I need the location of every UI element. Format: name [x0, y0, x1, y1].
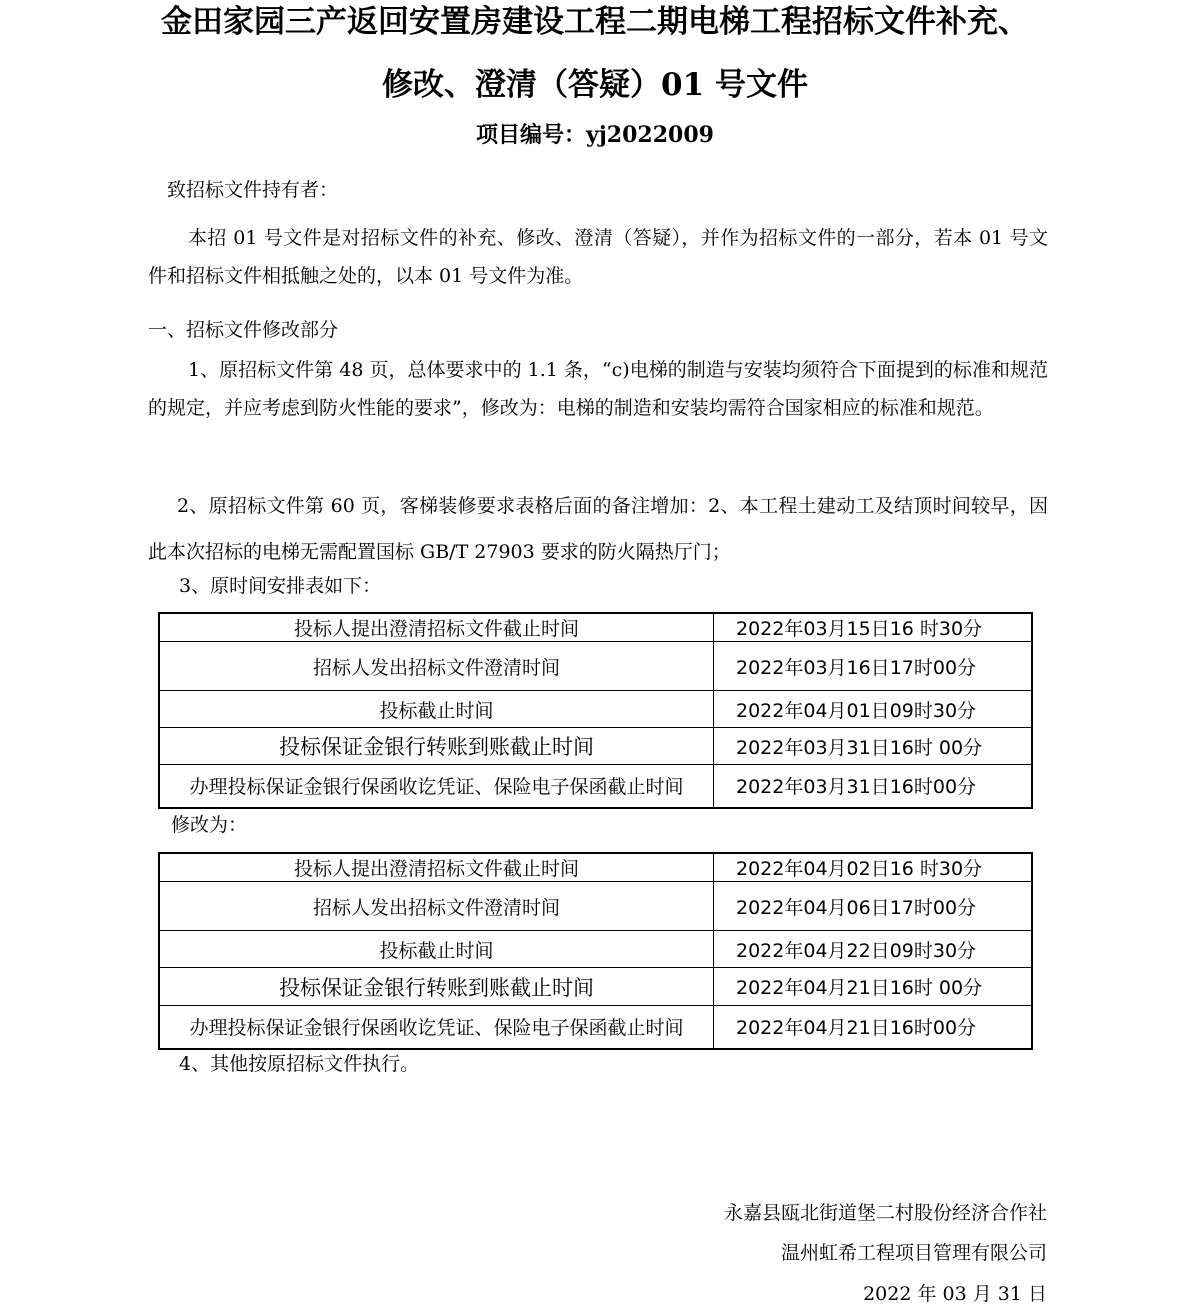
table-row [159, 765, 1032, 808]
project-number: 项目编号：yj2022009 [476, 122, 714, 148]
event-cell: 招标人发出招标文件澄清时间 [159, 882, 714, 931]
event-cell: 投标截止时间 [159, 691, 714, 728]
item-1-paragraph: 1、原招标文件第 48 页，总体要求中的 1.1 条，“c)电梯的制造与安装均须符合下面提到的标准和规范的规定，并应考虑到防火性能的要求”，修改为：电梯的制造和安装均需符合国家相应的标准和规范。 [148, 359, 1048, 419]
event-cell: 办理投标保证金银行保函收讫凭证、保险电子保函截止时间 [159, 765, 714, 808]
modified-schedule-table [158, 852, 1033, 1050]
time-cell: 2022年03月15日16 时30分 [714, 613, 1033, 642]
table-row [159, 1006, 1032, 1049]
time-cell: 2022年04月02日16 时30分 [714, 853, 1033, 882]
event-cell: 招标人发出招标文件澄清时间 [159, 642, 714, 691]
table-row [159, 642, 1032, 691]
signature-date: 2022 年 03 月 31 日 [863, 1283, 1047, 1305]
item-2-paragraph: 2、原招标文件第 60 页，客梯装修要求表格后面的备注增加：2、本工程土建动工及结顶时间较早，因此本次招标的电梯无需配置国标 GB/T 27903 要求的防火隔热厅门； [148, 495, 1048, 563]
document-title-line-2: 修改、澄清（答疑）01 号文件 [382, 67, 808, 103]
time-cell: 2022年04月06日17时00分 [714, 882, 1033, 931]
table-row [159, 968, 1032, 1006]
time-cell: 2022年03月31日16时 00分 [714, 728, 1033, 765]
table-row [159, 691, 1032, 728]
time-cell: 2022年03月16日17时00分 [714, 642, 1033, 691]
time-cell: 2022年04月22日09时30分 [714, 931, 1033, 968]
intro-paragraph: 本招 01 号文件是对招标文件的补充、修改、澄清（答疑），并作为招标文件的一部分，若本 01 号文件和招标文件相抵触之处的，以本 01 号文件为准。 [148, 227, 1048, 287]
modified-label: 修改为： [171, 814, 248, 836]
table-row [159, 613, 1032, 642]
table-row [159, 931, 1032, 968]
table-row [159, 728, 1032, 765]
section-1-heading: 一、招标文件修改部分 [148, 319, 339, 341]
event-cell: 投标保证金银行转账到账截止时间 [159, 728, 714, 765]
table-row [159, 853, 1032, 882]
time-cell: 2022年04月01日09时30分 [714, 691, 1033, 728]
event-cell: 投标人提出澄清招标文件截止时间 [159, 853, 714, 882]
time-cell: 2022年04月21日16时00分 [714, 1006, 1033, 1049]
salutation: 致招标文件持有者： [167, 179, 339, 201]
document-title-line-1: 金田家园三产返回安置房建设工程二期电梯工程招标文件补充、 [161, 4, 1029, 40]
table-row [159, 882, 1032, 931]
item-4-paragraph: 4、其他按原招标文件执行。 [179, 1053, 420, 1075]
event-cell: 投标保证金银行转账到账截止时间 [159, 968, 714, 1006]
event-cell: 投标截止时间 [159, 931, 714, 968]
event-cell: 办理投标保证金银行保函收讫凭证、保险电子保函截止时间 [159, 1006, 714, 1049]
item-3-paragraph: 3、原时间安排表如下： [179, 575, 382, 597]
original-schedule-table [158, 612, 1033, 809]
signature-organization-2: 温州虹希工程项目管理有限公司 [780, 1242, 1047, 1264]
signature-organization-1: 永嘉县瓯北街道堡二村股份经济合作社 [723, 1202, 1047, 1224]
time-cell: 2022年04月21日16时 00分 [714, 968, 1033, 1006]
event-cell: 投标人提出澄清招标文件截止时间 [159, 613, 714, 642]
time-cell: 2022年03月31日16时00分 [714, 765, 1033, 808]
